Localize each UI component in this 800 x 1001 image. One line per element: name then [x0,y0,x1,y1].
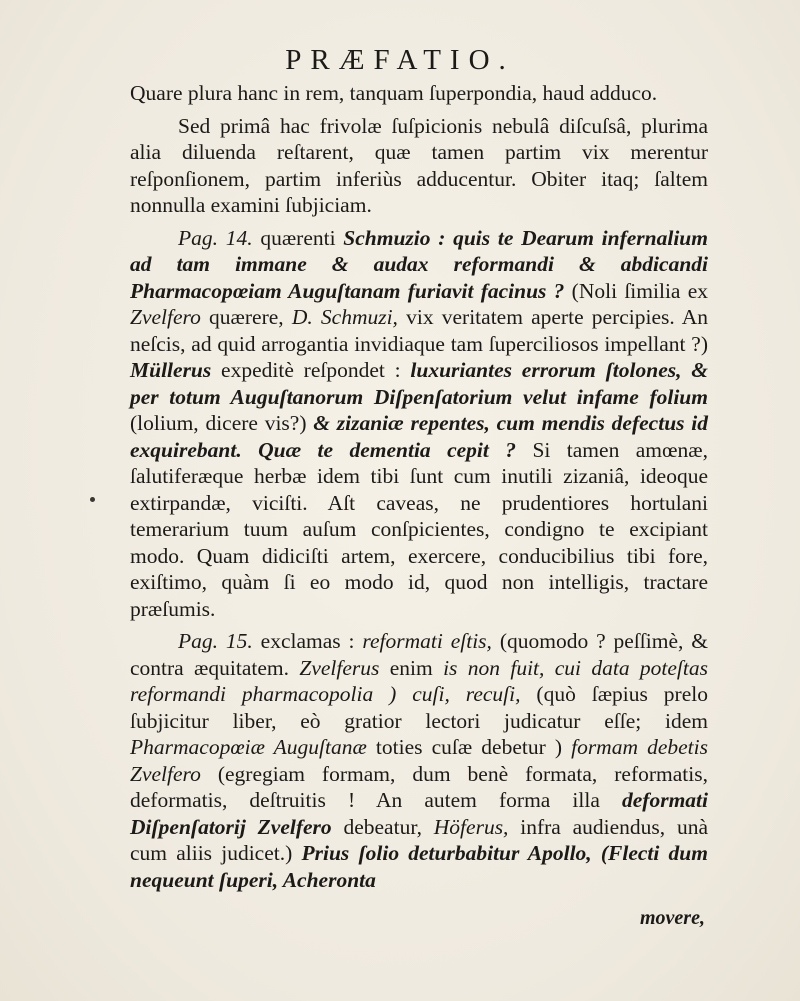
page-title: PRÆFATIO. [285,44,515,76]
text-run: Si tamen amœnæ, ſalutiferæque herbæ idem tibi ſunt cum inutili zizaniâ, ideoque extirpandæ, viciſti. Aſt caveas, ne prudentiores hortulani temerarium tuum auſum conſpicientes, condigno te excipiant modo. Quam didiciſti artem, exercere, conducibilius tibi fore, exiſtimo, quàm ſi eo modo id, quod non intelligis, tractare præſumis. [130,437,708,621]
text-run: (Noli ſimilia ex [564,278,709,303]
text-run: infra audiendus, unà cum aliis judicet.) [130,814,708,865]
name: Zvelferus [299,655,380,680]
text-run: debeatur, [331,814,434,839]
catchword: movere, [640,907,705,929]
text-run: toties cuſæ debetur ) [366,735,572,759]
name: Höferus, [433,814,509,839]
text-run: quærere, [200,305,292,329]
paragraph-2 [130,113,708,219]
quotation: formam debetis Zvelfero [130,735,708,786]
quotation: luxuriantes errorum ſtolones, & per totum Auguſtanorum Diſpenſatorium velut infame folium [130,358,709,409]
quotation: & zizaniæ repentes, cum mendis defectus id exquirebant. Quæ te dementia cepit ? [130,411,709,462]
text-run: (lolium, dicere vis?) [130,411,314,435]
quotation: Prius ſolio deturbabitur Apollo, (Flecti dum nequeunt ſuperi, Acheronta [130,841,708,892]
text-run: Sed primâ hac frivolæ ſuſpicionis nebulâ diſcuſsâ, plurima alia diluenda reſtarent, quæ tamen partim vix merentur reſponſionem, partim inferiùs adducentur. Obiter itaq; ſaltem nonnulla examini ſubjiciam. [130,113,708,217]
name: Pharmacopœiæ Auguſtanæ [130,735,367,759]
text-run: exclamas : [260,629,363,653]
quotation: deformati Diſpenſatorij Zvelfero [130,788,708,839]
text-run: vix veritatem aperte percipies. An neſcis, ad quid arrogantia invidiaque tam ſuperciliosos impellant ?) [130,305,709,356]
ink-speck [90,497,95,502]
name: Zvelfero [130,305,201,329]
text-run: quærenti [260,225,344,250]
paragraph-1 [130,80,708,107]
name: D. Schmuzi, [291,305,398,329]
quotation: is non fuit, cui data poteſtas reformandi pharmacopolia ) cuſi, recuſi, [130,655,708,706]
text-run: enim [379,655,444,680]
name: Müllerus [130,358,212,382]
text-run: (quomodo ? peſſimè, & contra æquitatem. [130,629,708,680]
text-run: (quò ſæpius prelo ſubjicitur liber, eò gratior lectori judicatur eſſe; idem [130,682,708,733]
page-reference: Pag. 15. [178,629,261,653]
text-run: Quare plura hanc in rem, tanquam ſuperpondia, haud adduco. [130,81,658,105]
text-run: expeditè reſpondet : [211,358,411,382]
body-text [130,80,708,893]
quotation: reformati eſtis, [362,629,492,653]
paragraph-4 [130,628,708,893]
page-reference: Pag. 14. [178,225,261,250]
quotation: Schmuzio : quis te Dearum infernalium ad tam immane & audax reformandi & abdicandi Pharmacopœiam Auguſtanam furiavit facinus ? [130,225,708,303]
paragraph-3 [130,225,708,623]
text-run: (egregiam formam, dum benè formata, reformatis, deformatis, deſtruitis ! An autem forma illa [130,761,708,812]
